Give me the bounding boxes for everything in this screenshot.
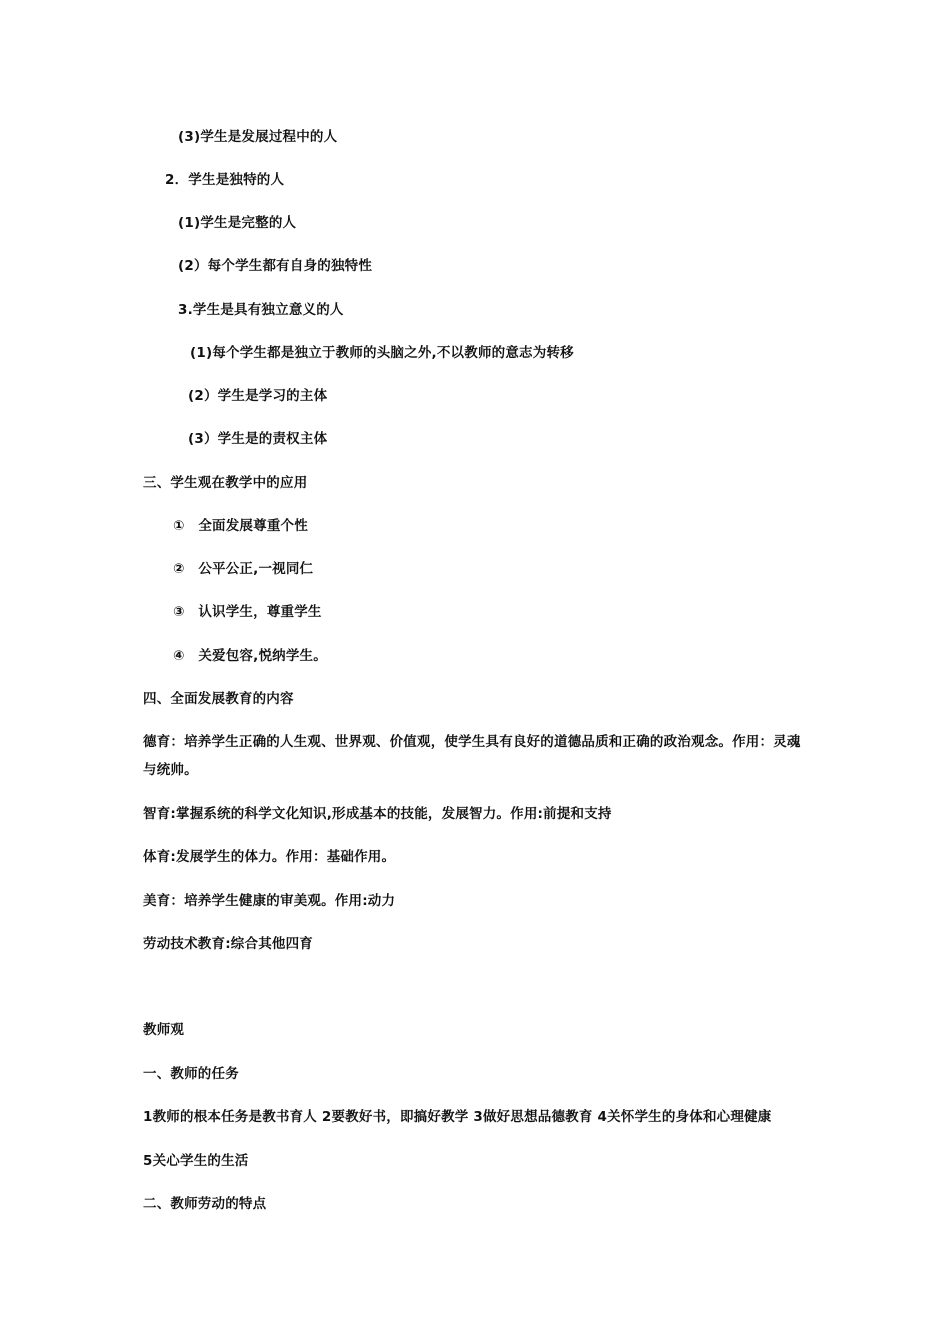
- text-line: (1)学生是完整的人: [178, 215, 297, 231]
- text-line: 体育:发展学生的体力。作用：基础作用。: [143, 849, 396, 865]
- text-line: 1教师的根本任务是教书育人 2要教好书，即搞好教学 3做好思想品德教育 4关怀学生的身体和心理健康: [143, 1109, 772, 1125]
- text-line: (1)每个学生都是独立于教师的头脑之外,不以教师的意志为转移: [190, 345, 574, 361]
- page-title: 教师观: [143, 1022, 185, 1038]
- text-line: 5关心学生的生活: [143, 1153, 249, 1169]
- text-line: 2．学生是独特的人: [165, 172, 285, 188]
- list-item: ② 公平公正,一视同仁: [173, 561, 314, 577]
- section-heading: 三、学生观在教学中的应用: [143, 475, 308, 491]
- text-line: 劳动技术教育:综合其他四育: [143, 936, 313, 952]
- text-line: 美育：培养学生健康的审美观。作用:动力: [143, 893, 396, 909]
- text-line: (2）每个学生都有自身的独特性: [178, 258, 373, 274]
- text-line: 3.学生是具有独立意义的人: [178, 302, 344, 318]
- section-heading: 一、教师的任务: [143, 1066, 239, 1082]
- paragraph: 德育：培养学生正确的人生观、世界观、价值观，使学生具有良好的道德品质和正确的政治观念。作用：灵魂与统帅。: [143, 734, 801, 778]
- list-item: ① 全面发展尊重个性: [173, 518, 308, 534]
- text-line: (2）学生是学习的主体: [188, 388, 328, 404]
- text-line: (3）学生是的责权主体: [188, 431, 328, 447]
- list-item: ④ 关爱包容,悦纳学生。: [173, 648, 327, 664]
- section-heading: 四、全面发展教育的内容: [143, 691, 294, 707]
- list-item: ③ 认识学生，尊重学生: [173, 604, 322, 620]
- text-line: 智育:掌握系统的科学文化知识,形成基本的技能，发展智力。作用:前提和支持: [143, 806, 612, 822]
- section-heading: 二、教师劳动的特点: [143, 1196, 267, 1212]
- text-line: (3)学生是发展过程中的人: [178, 129, 338, 145]
